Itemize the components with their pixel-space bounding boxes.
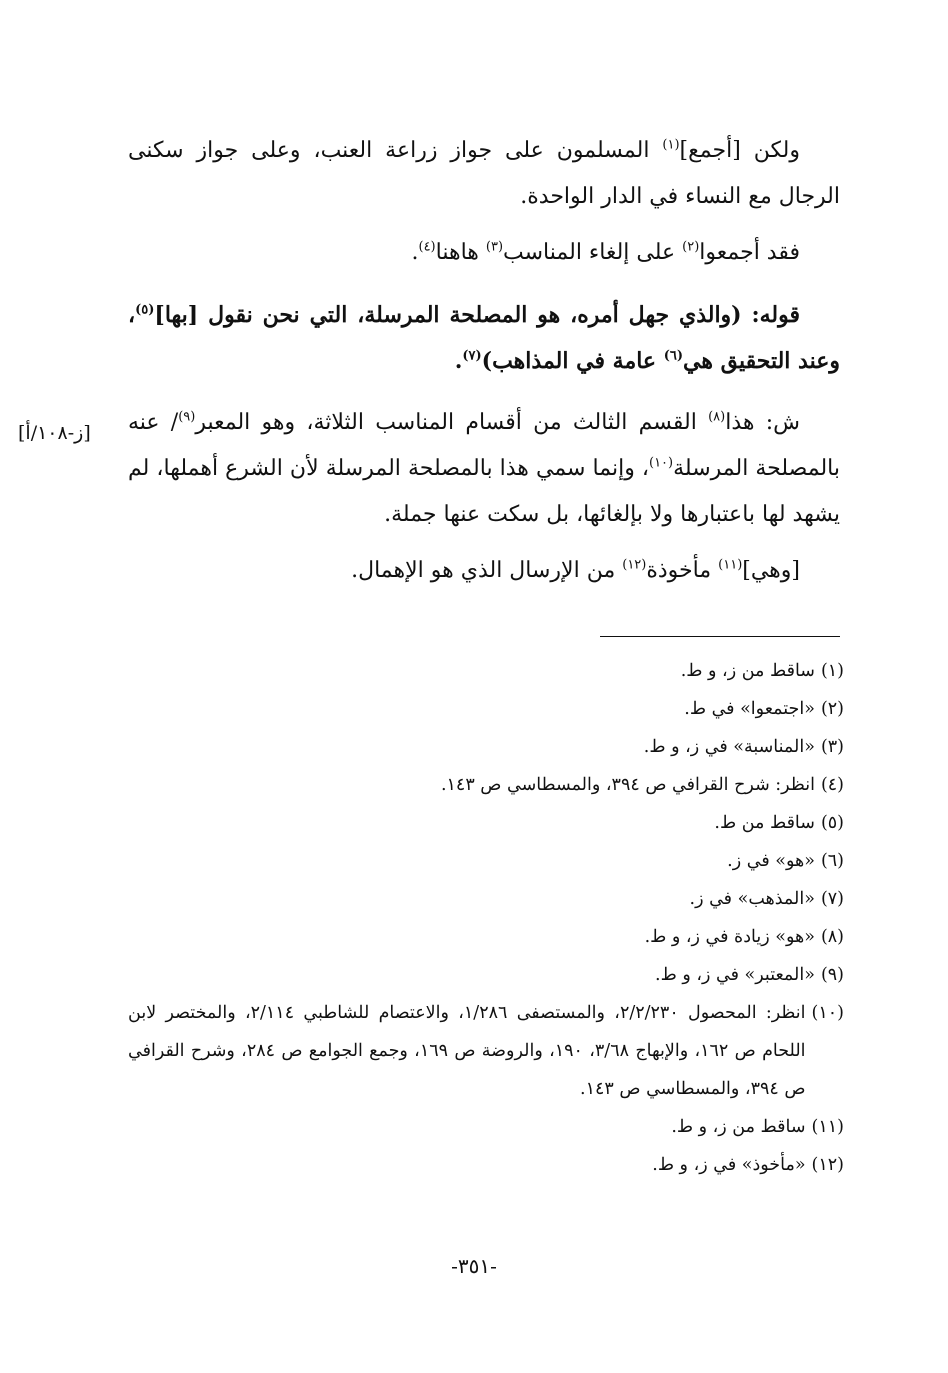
footnote-number: (٥) [820,813,844,833]
footnote-number: (٤) [820,775,844,795]
paragraph-5 [128,548,840,594]
footnotes [128,652,844,1184]
footnote-number: (١٢) [811,1155,844,1175]
footnote-ref: (٦) [663,348,684,364]
footnote-number: (٧) [820,889,844,909]
footnote-text: ساقط من ز، و ط. [671,1117,806,1137]
paragraph-4-commentary [128,400,840,538]
paragraph-3-quote [128,292,840,384]
footnote-ref: (١٠) [649,455,674,471]
footnote-number: (٨) [820,927,844,947]
text-run: ، وإنما سمي هذا بالمصلحة المرسلة لأن الشرع أهملها، لم يشهد لها باعتبارها ولا بإلغائها، بل سكت عنها جملة. [128,456,840,527]
footnote-item [128,994,844,1108]
text-run: عامة في المذاهب) [481,348,664,374]
paragraph-2 [128,230,840,276]
footnote-item [128,766,844,804]
footnote-item [128,842,844,880]
text-run: ش: هذا [725,410,801,435]
footnote-text: «هو» زيادة في ز، و ط. [644,927,815,947]
text-run: . [411,240,419,265]
footnote-item [128,652,844,690]
footnote-text: «هو» في ز. [727,851,815,871]
text-run: المسلمون على جواز زراعة العنب، وعلى جواز سكنى الرجال مع النساء في الدار الواحدة. [128,138,840,209]
footnote-ref: (٩) [178,409,196,425]
footnote-text: «المناسبة» في ز، و ط. [643,737,815,757]
footnote-ref: (٨) [708,409,726,425]
page-number: -٣٥١- [451,1254,497,1278]
text-run: مأخوذة [646,558,719,583]
footnote-text: «اجتمعوا» في ط. [684,699,815,719]
footnote-item [128,690,844,728]
text-run: / عنه بالمصلحة المرسلة [128,410,840,481]
footnote-text: «المعتبر» في ز، و ط. [655,965,815,985]
main-text [128,128,840,604]
footnote-ref: (٥) [135,302,155,318]
text-run: على إلغاء المناسب [503,240,683,265]
text-run: [وهي] [742,558,800,583]
footnote-item [128,728,844,766]
text-run: . [454,348,463,374]
footnote-ref: (٤) [418,239,436,255]
footnote-text: «المذهب» في ز. [689,889,815,909]
footnote-number: (٢) [820,699,844,719]
footnote-ref: (١) [662,137,680,153]
footnote-item [128,880,844,918]
footnote-text: «مأخوذ» في ز، و ط. [652,1155,806,1175]
footnote-ref: (٢) [682,239,700,255]
paragraph-1 [128,128,840,220]
footnote-item [128,1108,844,1146]
footnote-ref: (١٢) [622,557,647,573]
footnote-divider [600,636,840,637]
footnote-number: (٣) [820,737,844,757]
text-run: هاهنا [435,240,486,265]
footnote-number: (١١) [811,1117,844,1137]
footnote-number: (٦) [820,851,844,871]
text-run: فقد أجمعوا [699,240,800,265]
text-run: من الإرسال الذي هو الإهمال. [351,558,623,583]
manuscript-margin-note: [ز-١٠٨/أ] [18,422,91,444]
text-run: ، وعند التحقيق هي [128,302,840,374]
text-run: ولكن [أجمع] [679,138,800,163]
text-run: قوله: (والذي جهل أمره، هو المصلحة المرسلة، التي نحن نقول [بها] [154,302,800,328]
footnote-text: انظر: شرح القرافي ص ٣٩٤، والمسطاسي ص ١٤٣. [440,775,815,795]
footnote-item [128,956,844,994]
footnote-ref: (٣) [485,239,504,255]
footnote-text: ساقط من ز، و ط. [680,661,815,681]
footnote-item [128,918,844,956]
footnote-text: انظر: المحصول ٢/٢/٢٣٠، والمستصفى ١/٢٨٦، والاعتصام للشاطبي ٢/١١٤، والمختصر لابن اللحام ص ١٦٢، والإبهاج ٣/٦٨، ١٩٠، والروضة ص ١٦٩، وجمع الجوامع ص ٢٨٤، وشرح القرافي ص ٣٩٤، والمسطاسي ص ١٤٣. [128,1003,806,1099]
text-run: القسم الثالث من أقسام المناسب الثلاثة، وهو المعبر [195,410,709,435]
footnote-text: ساقط من ط. [714,813,815,833]
footnote-item [128,804,844,842]
footnote-number: (٩) [820,965,844,985]
footnote-item [128,1146,844,1184]
footnote-ref: (١١) [718,557,743,573]
footnote-number: (١٠) [811,1003,844,1023]
footnote-number: (١) [820,661,844,681]
footnote-ref: (٧) [462,348,482,364]
